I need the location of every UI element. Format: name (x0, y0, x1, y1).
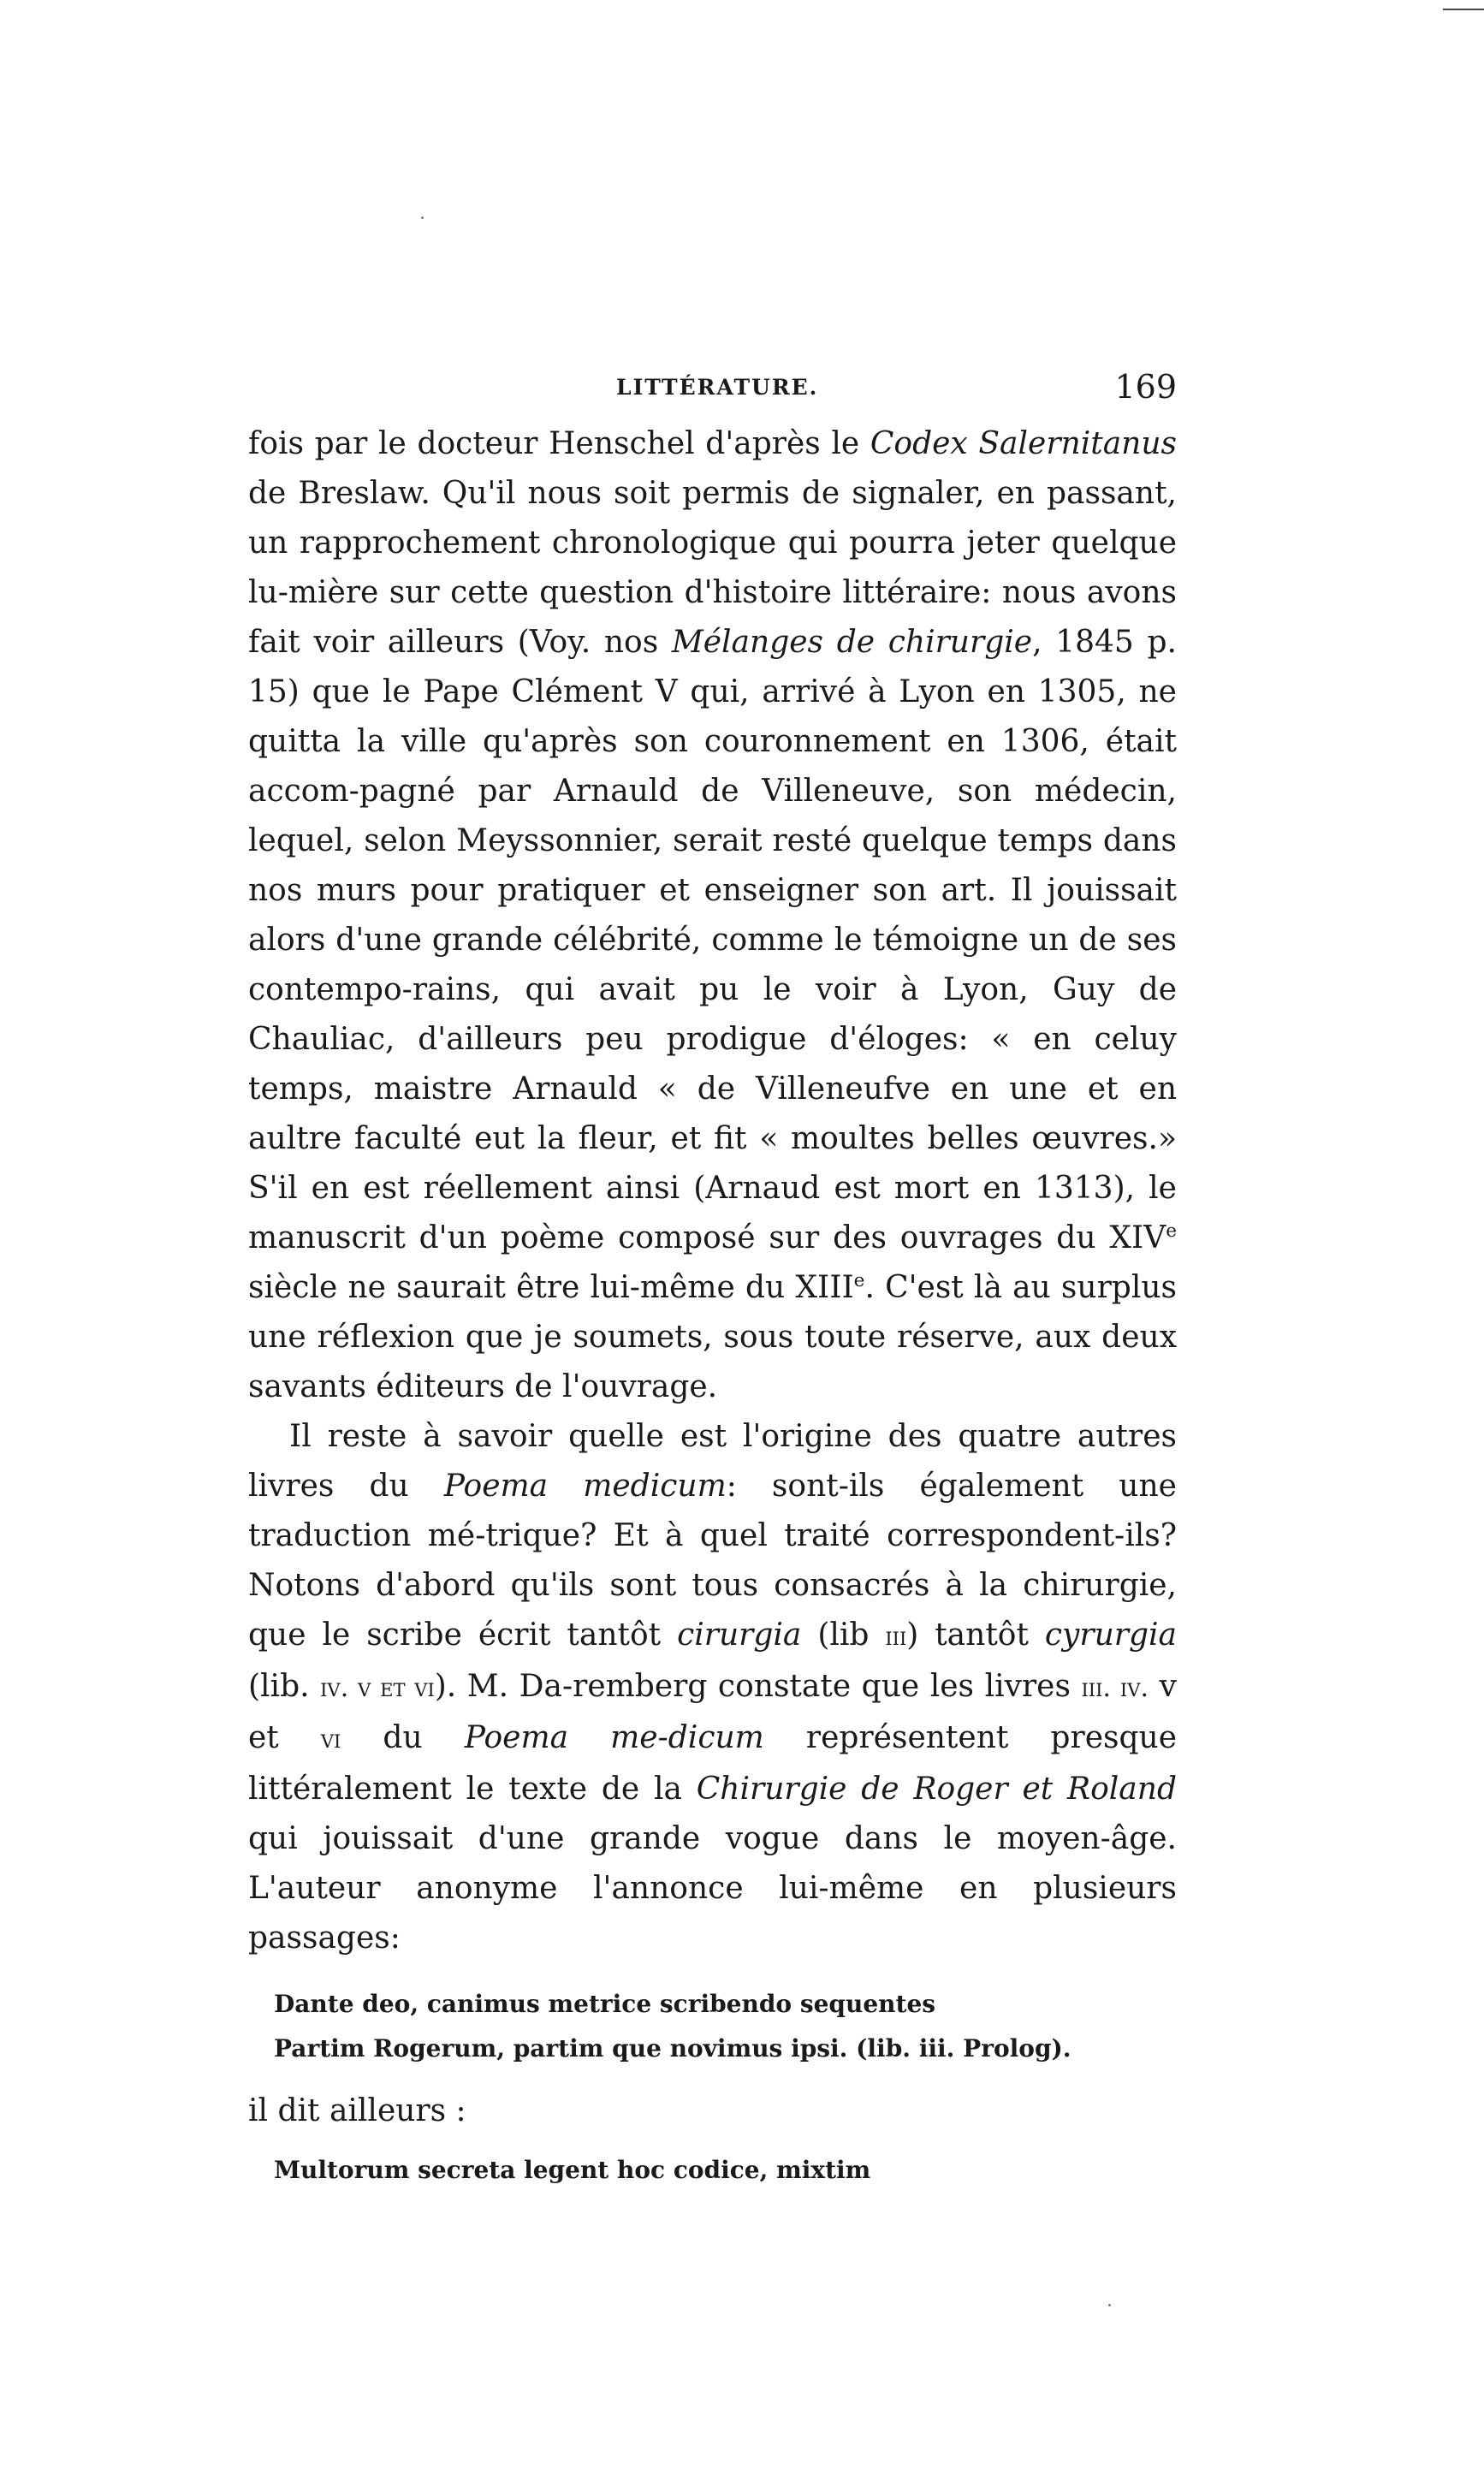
text-run: représentent presque littéralement le texte de la (248, 1720, 1178, 1807)
roman-numeral: vi (320, 1724, 341, 1754)
text-run: v et (248, 1669, 1177, 1755)
text-run: siècle ne saurait être lui-même du XIII (248, 1270, 854, 1305)
text-run: qui jouissait d'une grande vogue dans le moyen-âge. L'auteur anonyme l'annonce lui-même en plusieurs passages: (248, 1821, 1177, 1956)
italic-term: cirurgia (677, 1617, 802, 1653)
text-run: fois par le docteur Henschel d'après le (248, 426, 870, 461)
paragraph-1 (248, 419, 1177, 1412)
italic-title: Mélanges de chirurgie (671, 625, 1033, 660)
superscript: e (1166, 1220, 1177, 1242)
paper-speck (421, 217, 424, 219)
text-run: . C'est là au surplus une réflexion que je soumets, sous toute réserve, aux deux savants éditeurs de l'ouvrage. (248, 1270, 1178, 1404)
text-run: : sont-ils également une traduction mé-trique? Et à quel traité correspondent-ils? Notons d'abord qu'ils sont tous consacrés à la chirurgie, que le scribe écrit tantôt (248, 1469, 1177, 1653)
roman-numeral: iii (885, 1622, 907, 1652)
running-title: LITTÉRATURE. (616, 375, 819, 400)
page-number: 169 (1114, 368, 1177, 406)
italic-title: Chirurgie de Roger et Roland (696, 1772, 1177, 1807)
text-run: de Breslaw. Qu'il nous soit permis de signaler, en passant, un rapprochement chronologique qui pourra jeter quelque lu-mière sur cette question d'histoire littéraire: nous avons fait voir ailleurs (Voy. nos (248, 476, 1177, 660)
text-run: du (341, 1720, 465, 1755)
superscript: e (853, 1270, 865, 1291)
text-run: (lib (801, 1617, 886, 1653)
italic-title: Poema me-dicum (464, 1720, 764, 1755)
verse-line: Multorum secreta legent hoc codice, mixtim (274, 2156, 871, 2184)
italic-title: Poema medicum (443, 1469, 727, 1504)
text-run: (lib. (248, 1669, 321, 1704)
running-head (248, 368, 1177, 419)
text-run: , 1845 p. 15) que le Pape Clément V qui, arrivé à Lyon en 1305, ne quitta la ville qu'après son couronnement en 1306, était accom-pagné par Arnauld de Villeneuve, son médecin, lequel, selon Meyssonnier, serait resté quelque temps dans nos murs pour pratiquer et enseigner son art. Il jouissait alors d'une grande célébrité, comme le témoigne un de ses contempo-rains, qui avait pu le voir à Lyon, Guy de Chauliac, d'ailleurs peu prodigue d'éloges: « en celuy temps, maistre Arnauld « de Villeneufve en une et en aultre faculté eut la fleur, et fit « moultes belles œuvres.» S'il en est réellement ainsi (Arnaud est mort en 1313), le manuscrit d'un poème composé sur des ouvrages du XIV (248, 625, 1177, 1255)
roman-numeral: iii. iv. (1081, 1673, 1149, 1703)
paper-speck (1108, 2304, 1111, 2306)
italic-term: cyrurgia (1044, 1617, 1177, 1653)
text-run: ) tantôt (906, 1617, 1045, 1653)
roman-numeral: iv. v et vi (320, 1673, 435, 1703)
text-run: Il reste à savoir quelle est l'origine des quatre autres livres du (248, 1419, 1177, 1504)
verse-line: Partim Rogerum, partim que novimus ipsi. (lib. iii. Prolog). (274, 2034, 1071, 2063)
body-text (248, 419, 1177, 2193)
verse-quote-1 (274, 1982, 1177, 2071)
text-run: ). M. Da-remberg constate que les livres (434, 1669, 1082, 1704)
paragraph-2 (248, 1412, 1177, 1963)
italic-title: Codex Salernitanus (870, 426, 1177, 461)
verse-line: Dante deo, canimus metrice scribendo sequentes (274, 1990, 936, 2018)
verse-quote-2 (274, 2148, 1177, 2193)
scan-corner-mark (1443, 9, 1484, 10)
intertext-line: il dit ailleurs : (248, 2093, 466, 2128)
